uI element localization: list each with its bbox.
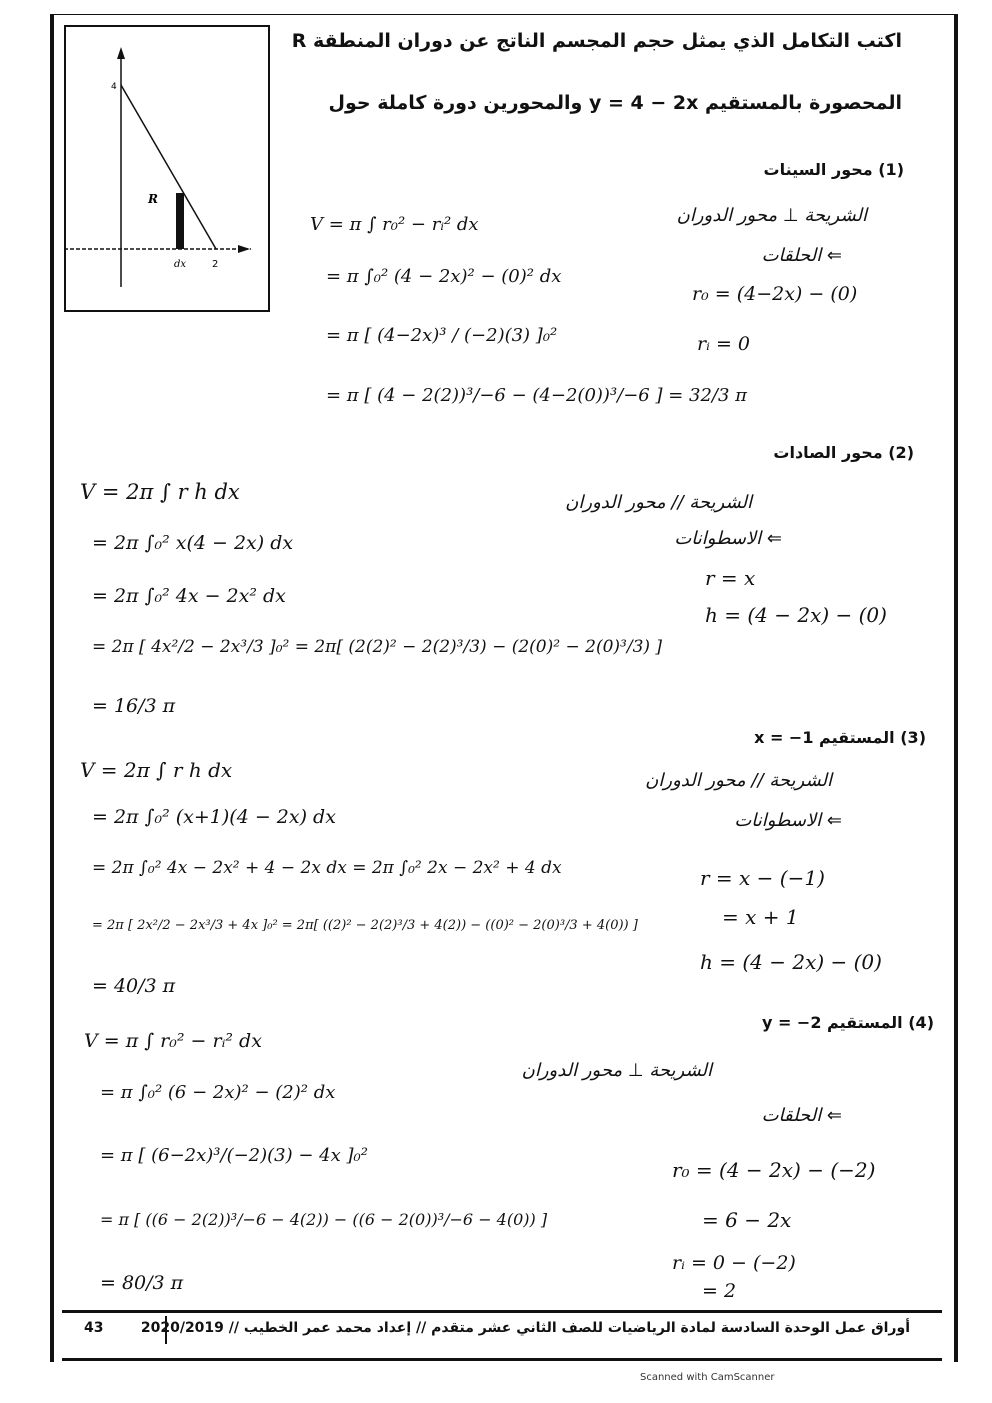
y-axis-arrow	[117, 47, 125, 59]
part4-line-3: = π [ (6−2x)³/(−2)(3) − 4x ]₀²	[100, 1145, 368, 1166]
part2-heading: (2) محور الصادات	[773, 443, 914, 462]
part1-line-1: V = π ∫ r₀² − rᵢ² dx	[310, 214, 479, 235]
part4-line-4: = π [ ((6 − 2(2))³/−6 − 4(2)) − ((6 − 2(0))³/−6 − 4(0)) ]	[100, 1210, 548, 1229]
header-line-1: اكتب التكامل الذي يمثل حجم المجسم الناتج عن دوران المنطقة R	[291, 30, 902, 52]
y-tick-label: 4	[111, 82, 117, 92]
part2-note-2: ⇐ الاسطوانات	[674, 528, 782, 549]
scanner-note: Scanned with CamScanner	[640, 1372, 775, 1383]
part3-note-1: الشريحة // محور الدوران	[645, 770, 832, 791]
part2-note-4: h = (4 − 2x) − (0)	[705, 603, 887, 627]
part1-heading: (1) محور السينات	[763, 160, 904, 179]
footer-text: أوراق عمل الوحدة السادسة لمادة الرياضيات للصف الثاني عشر متقدم // إعداد محمد عمر الخطيب // 2020/2019	[140, 1320, 910, 1336]
part3-note-4: = x + 1	[722, 905, 799, 929]
part3-line-5: = 40/3 π	[92, 975, 176, 997]
part3-note-2: ⇐ الاسطوانات	[734, 810, 842, 831]
footer-rule-bottom	[62, 1358, 942, 1361]
part1-line-4: = π [ (4 − 2(2))³/−6 − (4−2(0))³/−6 ] = 32/3 π	[326, 385, 747, 406]
part4-note-2: ⇐ الحلقات	[761, 1105, 842, 1126]
dx-label: dx	[174, 259, 187, 270]
part4-note-4: = 6 − 2x	[702, 1208, 792, 1232]
part2-note-1: الشريحة // محور الدوران	[565, 492, 752, 513]
part1-note-4: rᵢ = 0	[697, 333, 750, 355]
part1-line-2: = π ∫₀² (4 − 2x)² − (0)² dx	[326, 266, 562, 287]
part4-note-3: r₀ = (4 − 2x) − (−2)	[672, 1158, 876, 1182]
line-curve	[121, 85, 216, 249]
part3-note-5: h = (4 − 2x) − (0)	[700, 950, 882, 974]
x-tick-label: 2	[212, 259, 219, 270]
region-graph	[64, 25, 270, 312]
part3-line-2: = 2π ∫₀² (x+1)(4 − 2x) dx	[92, 806, 336, 828]
part4-line-5: = 80/3 π	[100, 1272, 184, 1294]
part3-note-3: r = x − (−1)	[700, 866, 825, 890]
part2-line-1: V = 2π ∫ r h dx	[80, 480, 240, 504]
part1-note-2: ⇐ الحلقات	[761, 245, 842, 266]
region-label: R	[148, 192, 158, 206]
part4-heading: (4) المستقيم y = −2	[761, 1013, 934, 1032]
page-number: 43	[84, 1320, 104, 1336]
part3-line-3: = 2π ∫₀² 4x − 2x² + 4 − 2x dx = 2π ∫₀² 2x − 2x² + 4 dx	[92, 858, 562, 878]
part4-note-6: = 2	[702, 1280, 737, 1302]
part2-line-3: = 2π ∫₀² 4x − 2x² dx	[92, 585, 286, 607]
part3-heading: (3) المستقيم x = −1	[754, 728, 926, 747]
part3-line-1: V = 2π ∫ r h dx	[80, 758, 233, 782]
part2-note-3: r = x	[705, 566, 756, 590]
strip-rect	[176, 193, 184, 249]
header-line-2: المحصورة بالمستقيم y = 4 − 2x والمحورين دورة كاملة حول	[328, 92, 902, 114]
footer-rule-top	[62, 1310, 942, 1313]
part2-line-2: = 2π ∫₀² x(4 − 2x) dx	[92, 532, 294, 554]
part4-note-5: rᵢ = 0 − (−2)	[672, 1252, 796, 1274]
region-graph-svg	[66, 27, 268, 310]
part1-note-3: r₀ = (4−2x) − (0)	[692, 283, 858, 305]
part2-line-5: = 16/3 π	[92, 695, 176, 717]
x-axis-arrow	[238, 245, 250, 253]
part3-line-4: = 2π [ 2x²/2 − 2x³/3 + 4x ]₀² = 2π[ ((2)² − 2(2)³/3 + 4(2)) − ((0)² − 2(0)³/3 + 4(0)) ]	[92, 918, 638, 933]
part1-line-3: = π [ (4−2x)³ / (−2)(3) ]₀²	[326, 325, 558, 346]
part4-note-1: الشريحة ⊥ محور الدوران	[521, 1060, 712, 1081]
part1-note-1: الشريحة ⊥ محور الدوران	[676, 205, 867, 226]
part4-line-1: V = π ∫ r₀² − rᵢ² dx	[84, 1030, 262, 1052]
part2-line-4: = 2π [ 4x²/2 − 2x³/3 ]₀² = 2π[ (2(2)² − 2(2)³/3) − (2(0)² − 2(0)³/3) ]	[92, 637, 663, 657]
part4-line-2: = π ∫₀² (6 − 2x)² − (2)² dx	[100, 1082, 336, 1103]
